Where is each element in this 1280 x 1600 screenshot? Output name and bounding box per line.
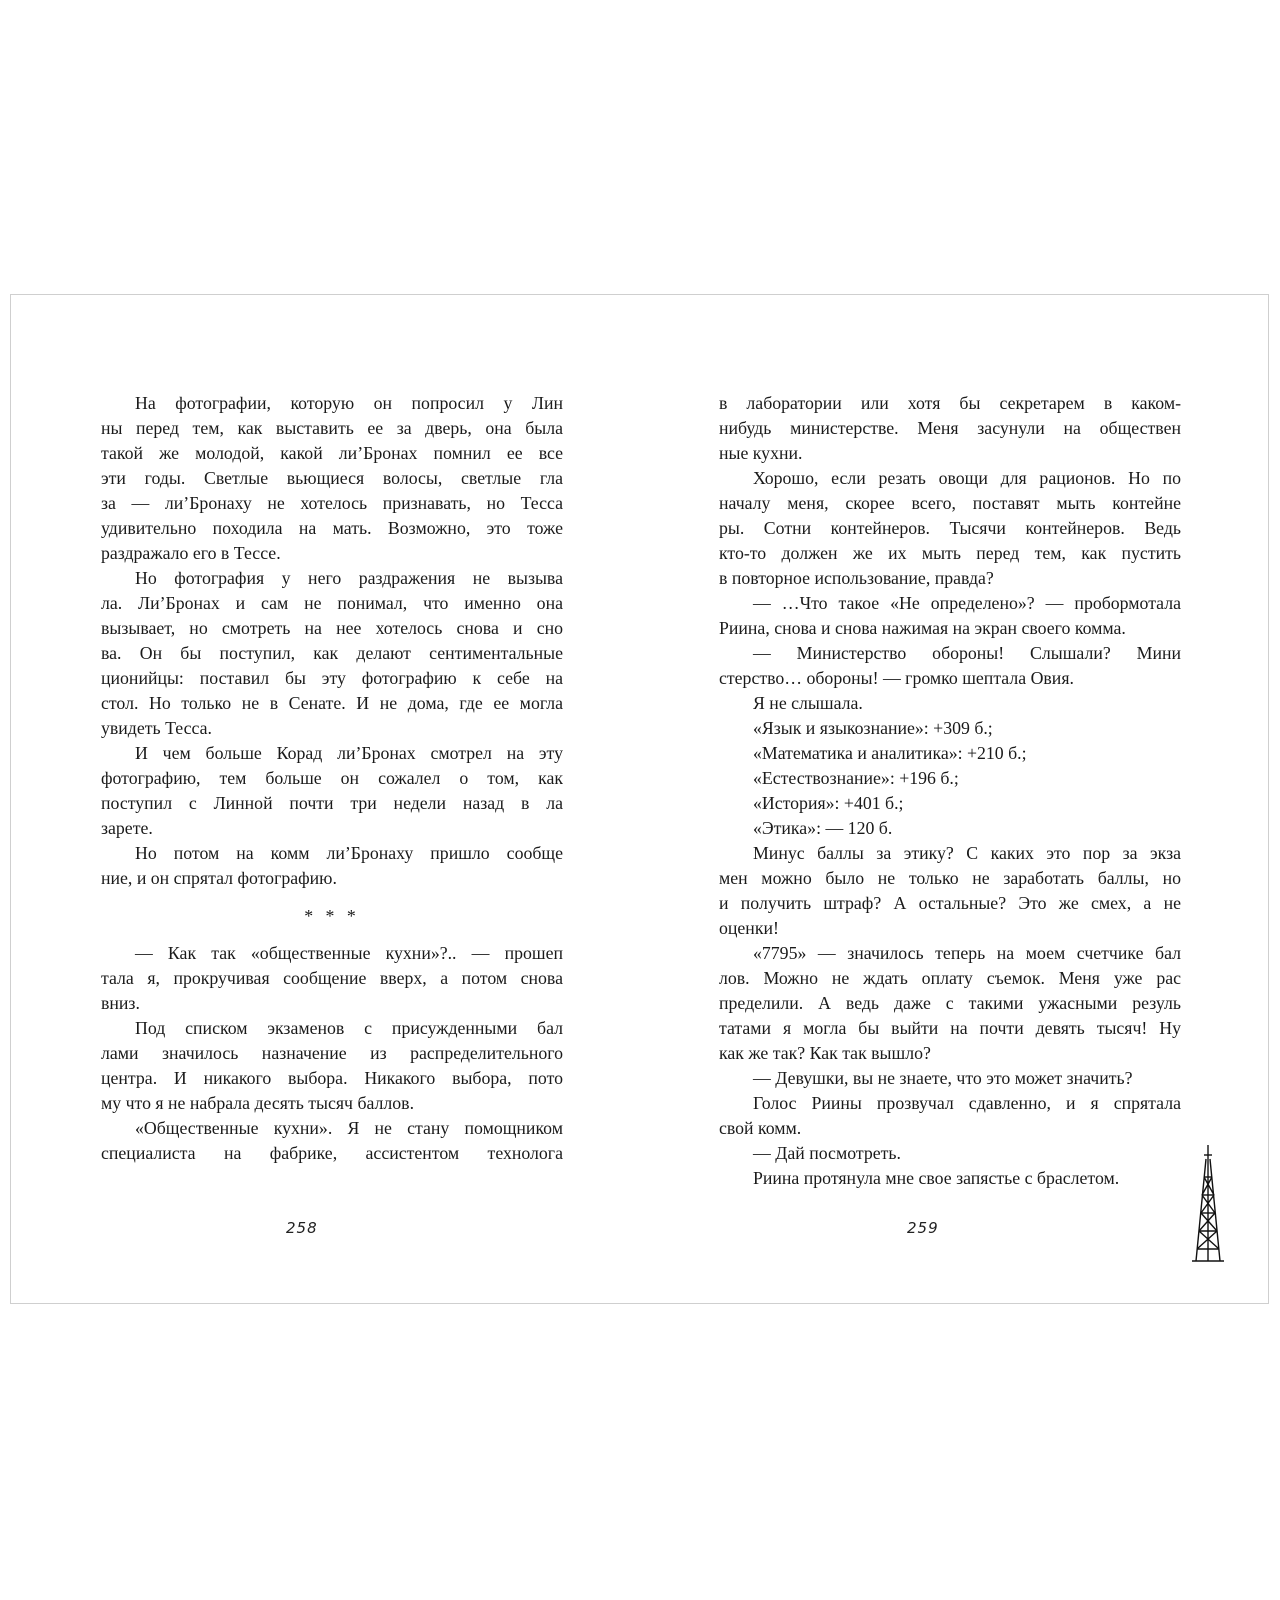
text-line: Хорошо, если резать овощи для рационов. Но по (753, 468, 1181, 488)
text-line: «Этика»: — 120 б. (753, 818, 893, 838)
text-line: — Министерство обороны! Слышали? Мини (753, 643, 1181, 663)
text-line: вниз. (101, 993, 140, 1013)
text-line: татами я могла бы выйти на почти девять тысяч! Ну (719, 1018, 1181, 1038)
text-line: мен можно было не только не заработать баллы, но (719, 868, 1181, 888)
right-page-number: 259 (907, 1219, 939, 1237)
text-line: свой комм. (719, 1118, 802, 1138)
text-line: оценки! (719, 918, 779, 938)
text-line: пределили. А ведь даже с такими ужасными резуль (719, 993, 1181, 1013)
text-line: «7795» — значилось теперь на моем счетчике бал (753, 943, 1181, 963)
text-line: Я не слышала. (753, 693, 863, 713)
text-line: На фотографии, которую он попросил у Лин (135, 393, 563, 413)
text-line: ны перед тем, как выставить ее за дверь, она была (101, 418, 563, 438)
text-line: как же так? Как так вышло? (719, 1043, 931, 1063)
text-line: ры. Сотни контейнеров. Тысячи контейнеров. Ведь (719, 518, 1181, 538)
text-line: «История»: +401 б.; (753, 793, 904, 813)
text-line: и получить штраф? А остальные? Это же смех, а не (719, 893, 1181, 913)
left-page-number: 258 (286, 1219, 318, 1237)
text-line: нибудь министерстве. Меня засунули на обществен (719, 418, 1181, 438)
text-line: центра. И никакого выбора. Никакого выбора, пото (101, 1068, 563, 1088)
text-line: Риина, снова и снова нажимая на экран своего комма. (719, 618, 1126, 638)
text-line: зарете. (101, 818, 153, 838)
text-line: эти годы. Светлые вьющиеся волосы, светлые гла (101, 468, 563, 488)
text-line: поступил с Линной почти три недели назад в ла (101, 793, 563, 813)
text-line: Голос Риины прозвучал сдавленно, и я спрятала (753, 1093, 1181, 1113)
text-line: ционийцы: поставил бы эту фотографию к себе на (101, 668, 563, 688)
radio-tower-icon (1184, 1143, 1232, 1263)
text-line: такой же молодой, какой ли’Бронах помнил ее все (101, 443, 563, 463)
text-line: кто-то должен же их мыть перед тем, как пустить (719, 543, 1181, 563)
text-line: вызывает, но смотреть на нее хотелось снова и сно (101, 618, 563, 638)
text-line: увидеть Тесса. (101, 718, 212, 738)
text-line: фотографию, тем больше он сожалел о том, как (101, 768, 563, 788)
text-line: Но фотография у него раздражения не вызыва (135, 568, 563, 588)
text-line: «Язык и языкознание»: +309 б.; (753, 718, 993, 738)
text-line: Риина протянула мне свое запястье с браслетом. (753, 1168, 1120, 1188)
text-line: раздражало его в Тессе. (101, 543, 281, 563)
text-line: — …Что такое «Не определено»? — пробормотала (753, 593, 1181, 613)
text-line: И чем больше Корад ли’Бронах смотрел на эту (135, 743, 563, 763)
text-line: ние, и он спрятал фотографию. (101, 868, 337, 888)
text-line: удивительно походила на мать. Возможно, это тоже (101, 518, 563, 538)
text-line: Под списком экзаменов с присужденными бал (135, 1018, 563, 1038)
text-line: «Общественные кухни». Я не стану помощником (135, 1118, 563, 1138)
section-separator: * * * (304, 906, 360, 926)
text-line: му что я не набрала десять тысяч баллов. (101, 1093, 415, 1113)
text-line: лов. Можно не ждать оплату съемок. Меня уже рас (719, 968, 1181, 988)
text-line: — Как так «общественные кухни»?.. — прошеп (135, 943, 563, 963)
text-line: стерство… обороны! — громко шептала Овия. (719, 668, 1074, 688)
text-line: «Математика и аналитика»: +210 б.; (753, 743, 1027, 763)
text-line: Минус баллы за этику? С каких это пор за экза (753, 843, 1181, 863)
text-line: Но потом на комм ли’Бронаху пришло сообще (135, 843, 563, 863)
text-line: — Дай посмотреть. (753, 1143, 901, 1163)
text-line: ва. Он бы поступил, как делают сентиментальные (101, 643, 563, 663)
text-line: за — ли’Бронаху не хотелось признавать, но Тесса (101, 493, 563, 513)
text-line: специалиста на фабрике, ассистентом технолога (101, 1143, 563, 1163)
text-line: началу меня, скорее всего, поставят мыть контейне (719, 493, 1181, 513)
text-line: стол. Но только не в Сенате. И не дома, где ее могла (101, 693, 563, 713)
text-line: лами значилось назначение из распределительного (101, 1043, 563, 1063)
text-line: тала я, прокручивая сообщение вверх, а потом снова (101, 968, 563, 988)
text-line: «Естествознание»: +196 б.; (753, 768, 959, 788)
text-line: — Девушки, вы не знаете, что это может значить? (753, 1068, 1133, 1088)
book-spread (10, 294, 1269, 1304)
left-page-text (101, 391, 563, 1166)
right-page-text (719, 391, 1181, 1191)
text-line: ные кухни. (719, 443, 803, 463)
text-line: в повторное использование, правда? (719, 568, 994, 588)
text-line: ла. Ли’Бронах и сам не понимал, что именно она (101, 593, 563, 613)
text-line: в лаборатории или хотя бы секретарем в каком- (719, 393, 1181, 413)
